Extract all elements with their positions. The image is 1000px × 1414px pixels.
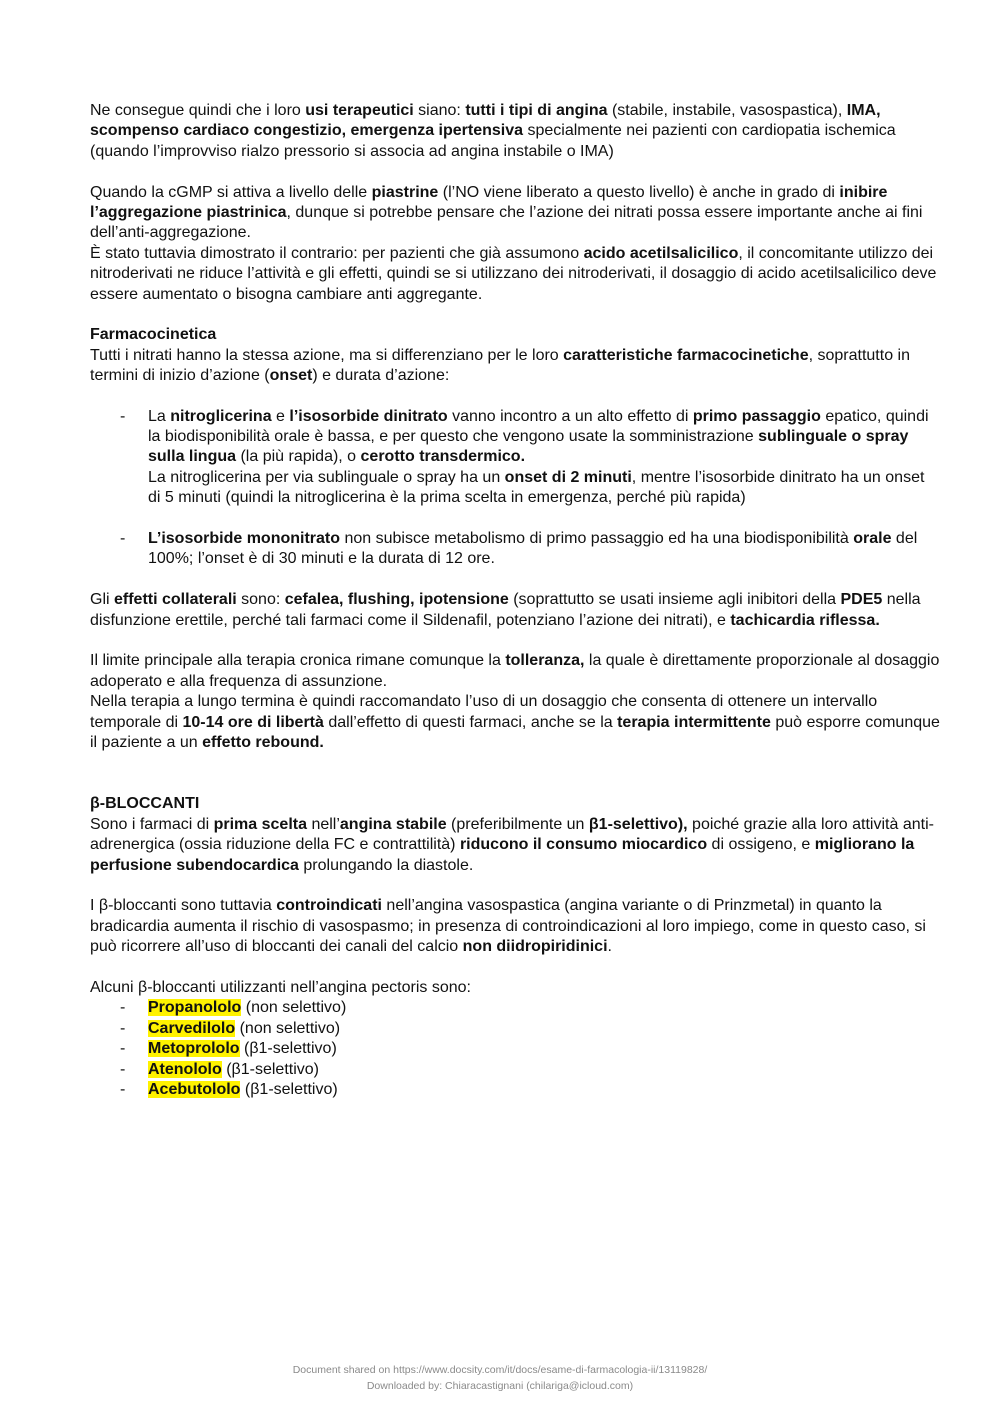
highlighted-drug-name: Propanololo bbox=[148, 999, 242, 1017]
list-item: - Metoprololo (β1-selettivo) bbox=[90, 1039, 940, 1059]
paragraph-controindicazioni: I β-bloccanti sono tuttavia controindicati nell’angina vasospastica (angina variante o di Prinzmetal) in quanto la bradicardia aumenta il rischio di vasospasmo; in presenza di controindicazioni al loro impiego, come in questo caso, si può ricorrere all’uso di bloccanti dei canali del calcio non diidropiridinici. bbox=[90, 897, 926, 956]
nitrati-list bbox=[90, 407, 940, 570]
list-item: - Atenololo (β1-selettivo) bbox=[90, 1060, 940, 1080]
heading-beta-bloccanti: β-BLOCCANTI bbox=[90, 795, 200, 813]
list-item: - Carvedilolo (non selettivo) bbox=[90, 1019, 940, 1039]
paragraph-acido-acetilsalicilico: È stato tuttavia dimostrato il contrario: per pazienti che già assumono acido acetilsalicilico, il concomitante utilizzo dei nitroderivati ne riduce l’attività e gli effetti, quindi se si utilizzano dei nitroderivati, il dosaggio di acido acetilsalicilico deve essere aumentato o bisogna cambiare anti aggregante. bbox=[90, 244, 937, 303]
list-item-nitroglicerina: - La nitroglicerina e l’isosorbide dinitrato vanno incontro a un alto effetto di primo passaggio epatico, quindi la biodisponibilità orale è bassa, e per questo che vengono usate la somministrazione sublinguale o spray sulla lingua (la più rapida), o cerotto transdermico. La nitroglicerina per via sublinguale o spray ha un onset di 2 minuti, mentre l’isosorbide dinitrato ha un onset di 5 minuti (quindi la nitroglicerina è la prima scelta in emergenza, perché più rapida) bbox=[90, 407, 940, 509]
drug-list-intro: Alcuni β-bloccanti utilizzanti nell’angina pectoris sono: bbox=[90, 978, 471, 996]
footer-downloaded-by: Downloaded by: Chiaracastignani (chilariga@icloud.com) bbox=[366, 1380, 634, 1392]
paragraph-terapia-lungo-termine: Nella terapia a lungo termina è quindi raccomandato l’uso di un dosaggio che consenta di ottenere un intervallo temporale di 10-14 ore di libertà dall’effetto di questi farmaci, anche se la terapia intermittente può esporre comunque il paziente a un effetto rebound. bbox=[90, 693, 940, 752]
paragraph-usi-terapeutici: Ne consegue quindi che i loro usi terapeutici siano: tutti i tipi di angina (stabile, instabile, vasospastica), IMA, scompenso cardiaco congestizio, emergenza ipertensiva specialmente nei pazienti con cardiopatia ischemica (quando l’improvviso rialzo pressorio si associa ad angina instabile o IMA) bbox=[90, 102, 896, 160]
beta-blocker-list bbox=[90, 998, 940, 1100]
highlighted-drug-name: Metoprololo bbox=[148, 1040, 240, 1058]
highlighted-drug-name: Acebutololo bbox=[148, 1080, 241, 1098]
list-item: - Acebutololo (β1-selettivo) bbox=[90, 1080, 940, 1100]
footer-shared-on: Document shared on https://www.docsity.com/it/docs/esame-di-farmacologia-ii/13119828/ bbox=[292, 1364, 708, 1376]
heading-farmacocinetica: Farmacocinetica bbox=[90, 326, 217, 344]
highlighted-drug-name: Carvedilolo bbox=[148, 1019, 236, 1037]
paragraph-beta-bloccanti: Sono i farmaci di prima scelta nell’angina stabile (preferibilmente un β1-selettivo), poiché grazie alla loro attività anti-adrenergica (ossia riduzione della FC e contrattilità) riducono il consumo miocardico di ossigeno, e migliorano la perfusione subendocardica prolungando la diastole. bbox=[90, 815, 934, 874]
paragraph-farmacocinetica: Tutti i nitrati hanno la stessa azione, ma si differenziano per le loro caratteristiche farmacocinetiche, soprattutto in termini di inizio d’azione (onset) e durata d’azione: bbox=[90, 346, 910, 385]
document-page bbox=[90, 101, 940, 1100]
highlighted-drug-name: Atenololo bbox=[148, 1060, 222, 1078]
paragraph-tolleranza: Il limite principale alla terapia cronica rimane comunque la tolleranza, la quale è direttamente proporzionale al dosaggio adoperato e alla frequenza di assunzione. bbox=[90, 652, 940, 690]
page-footer bbox=[0, 1362, 1000, 1394]
paragraph-piastrine: Quando la cGMP si attiva a livello delle piastrine (l’NO viene liberato a questo livello) è anche in grado di inibire l’aggregazione piastrinica, dunque si potrebbe pensare che l’azione dei nitrati possa essere importante anche ai fini dell’anti-aggregazione. bbox=[90, 183, 923, 242]
paragraph-effetti-collaterali: Gli effetti collaterali sono: cefalea, flushing, ipotensione (soprattutto se usati insieme agli inibitori della PDE5 nella disfunzione erettile, perché tali farmaci come il Sildenafil, potenziano l’azione dei nitrati), e tachicardia riflessa. bbox=[90, 591, 921, 629]
list-item: - Propanololo (non selettivo) bbox=[90, 998, 940, 1018]
list-item-mononitrato: - L’isosorbide mononitrato non subisce metabolismo di primo passaggio ed ha una biodisponibilità orale del 100%; l’onset è di 30 minuti e la durata di 12 ore. bbox=[90, 529, 940, 570]
